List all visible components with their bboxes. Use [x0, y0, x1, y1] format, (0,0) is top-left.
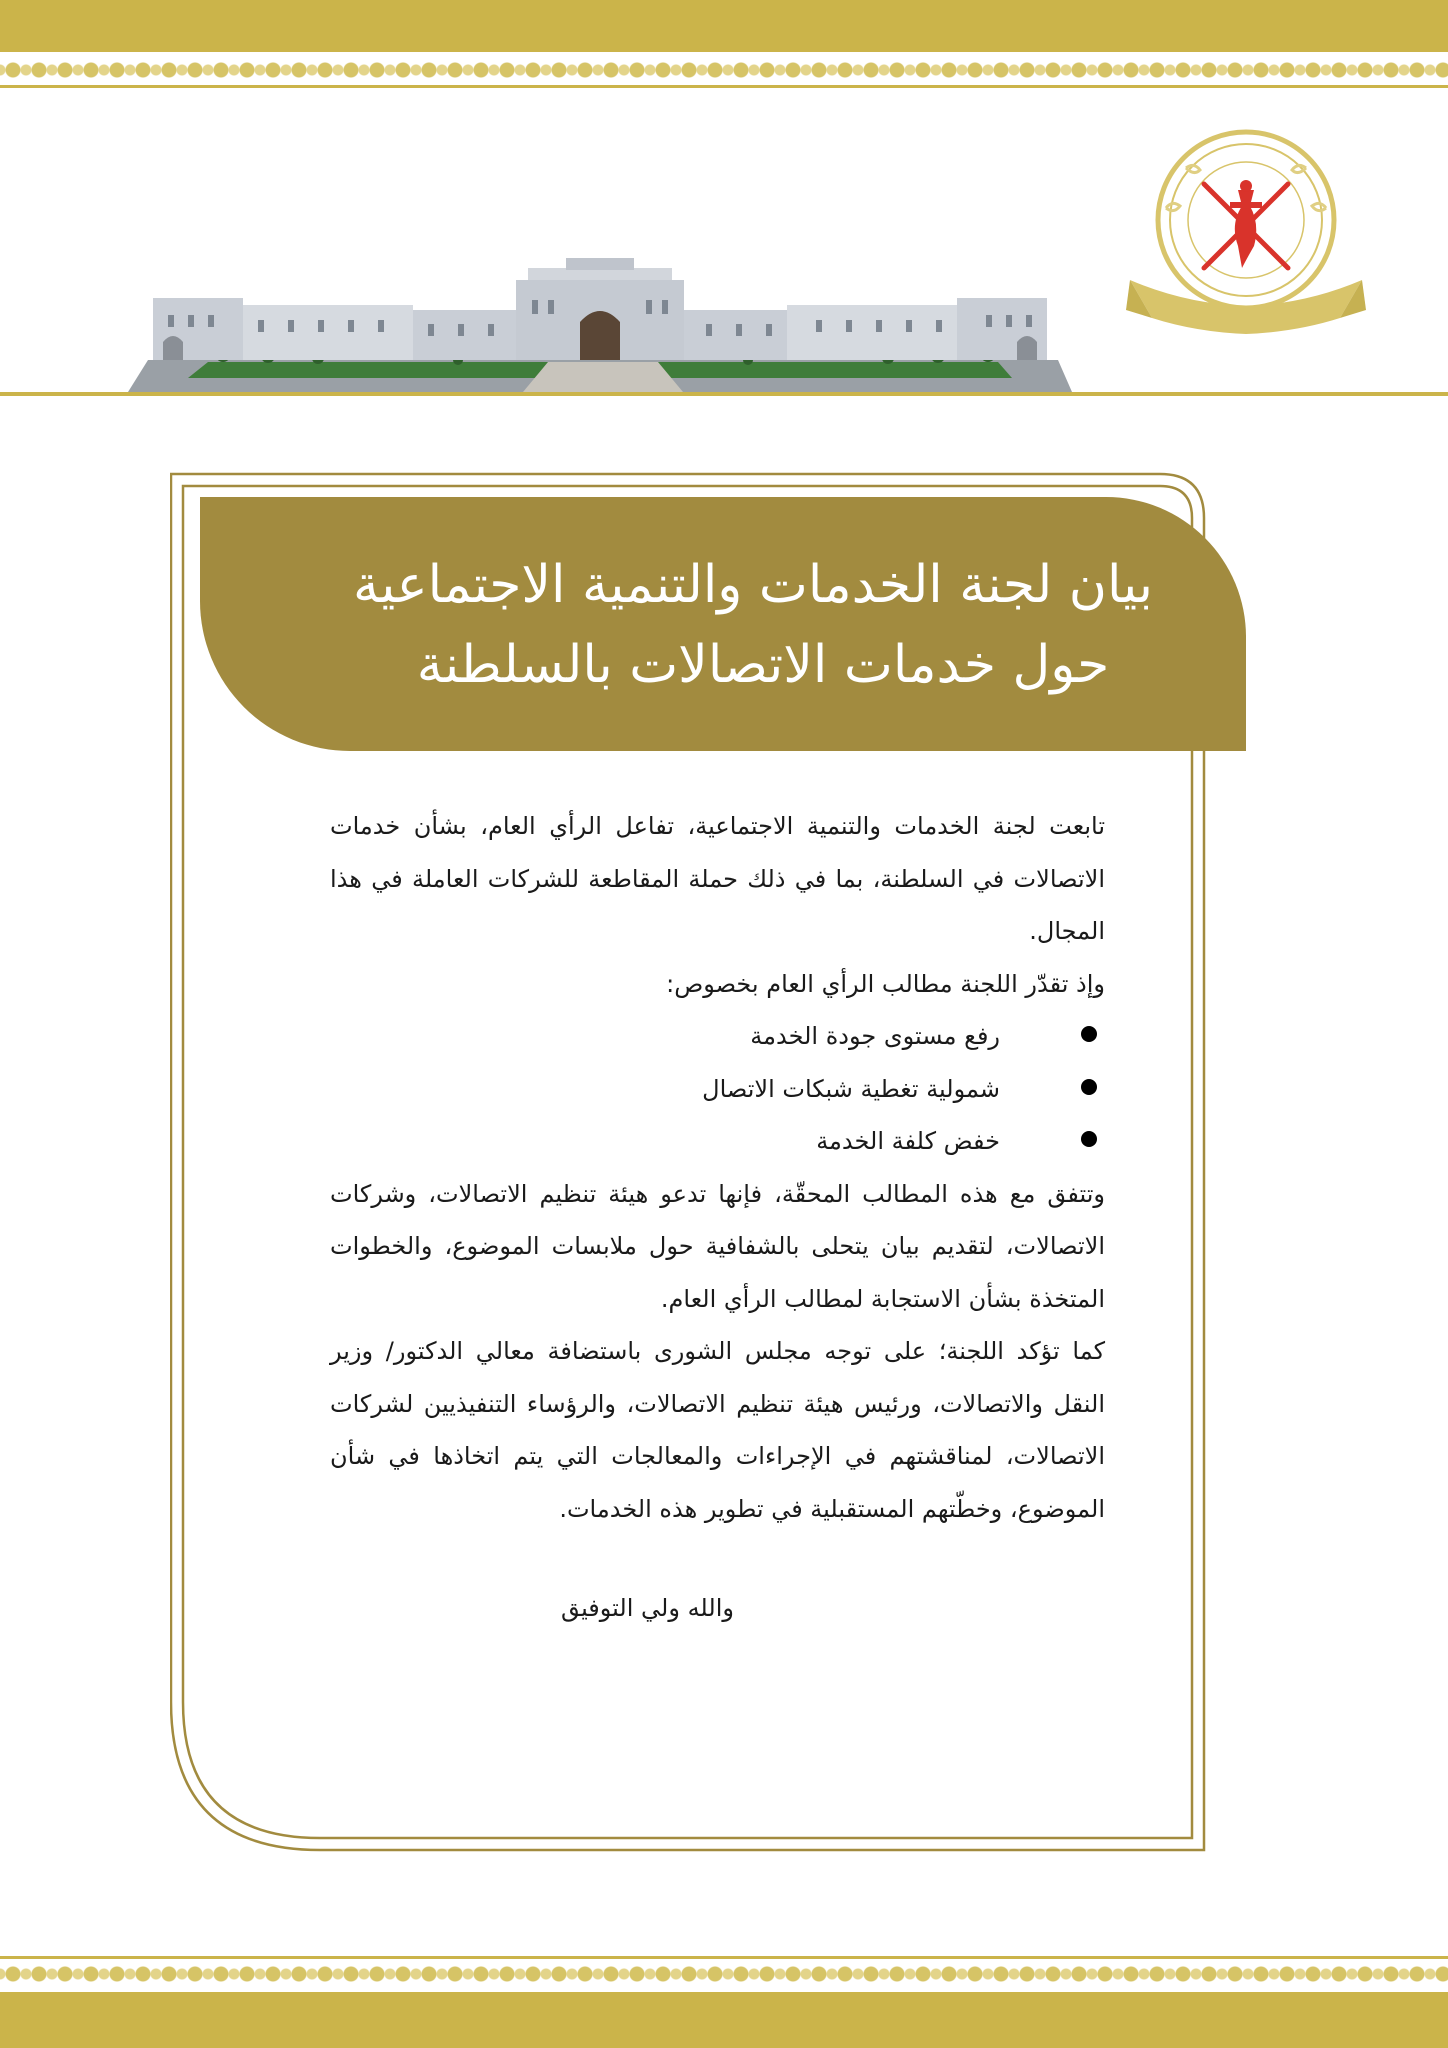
- closing-text: والله ولي التوفيق: [561, 1594, 734, 1622]
- bullet-icon: [1081, 1079, 1097, 1095]
- body-intro: وإذ تقدّر اللجنة مطالب الرأي العام بخصوص:: [666, 969, 1105, 998]
- bottom-ornament-border: [0, 1956, 1448, 1992]
- demands-list: [330, 1010, 1105, 1168]
- statement-title-box: [200, 497, 1246, 751]
- list-item: شمولية تغطية شبكات الاتصال: [330, 1063, 1105, 1116]
- top-gold-band: [0, 0, 1448, 52]
- top-ornament-border: [0, 52, 1448, 88]
- closing-line: [330, 1588, 1105, 1628]
- header-divider-line: [0, 392, 1448, 396]
- bullet-icon: [1081, 1026, 1097, 1042]
- majlis-building-image: [128, 250, 1072, 392]
- title-line-2: حول خدمات الاتصالات بالسلطنة: [416, 635, 1110, 695]
- title-line-1: بيان لجنة الخدمات والتنمية الاجتماعية: [353, 555, 1153, 615]
- statement-body: [330, 800, 1105, 1535]
- list-item: خفض كلفة الخدمة: [330, 1115, 1105, 1168]
- shura-council-emblem: [1126, 128, 1366, 336]
- bottom-gold-band: [0, 1992, 1448, 2048]
- body-paragraph-2: وتتفق مع هذه المطالب المحقّة، فإنها تدعو هيئة تنظيم الاتصالات، وشركات الاتصالات، لتقديم بيان يتحلى بالشفافية حول ملابسات الموضوع، والخطوات المتخذة بشأن الاستجابة لمطالب الرأي العام.: [330, 1179, 1105, 1313]
- bullet-icon: [1081, 1131, 1097, 1147]
- body-paragraph-3: كما تؤكد اللجنة؛ على توجه مجلس الشورى باستضافة معالي الدكتور/ وزير النقل والاتصالات، ورئيس هيئة تنظيم الاتصالات، والرؤساء التنفيذيين لشركات الاتصالات، لمناقشتهم في الإجراءات والمعالجات التي يتم اتخاذها في شأن الموضوع، وخطّتهم المستقبلية في تطوير هذه الخدمات.: [330, 1337, 1105, 1523]
- body-paragraph-1: تابعت لجنة الخدمات والتنمية الاجتماعية، تفاعل الرأي العام، بشأن خدمات الاتصالات في السلطنة، بما في ذلك حملة المقاطعة للشركات العاملة في هذا المجال.: [330, 812, 1105, 945]
- list-item: رفع مستوى جودة الخدمة: [330, 1010, 1105, 1063]
